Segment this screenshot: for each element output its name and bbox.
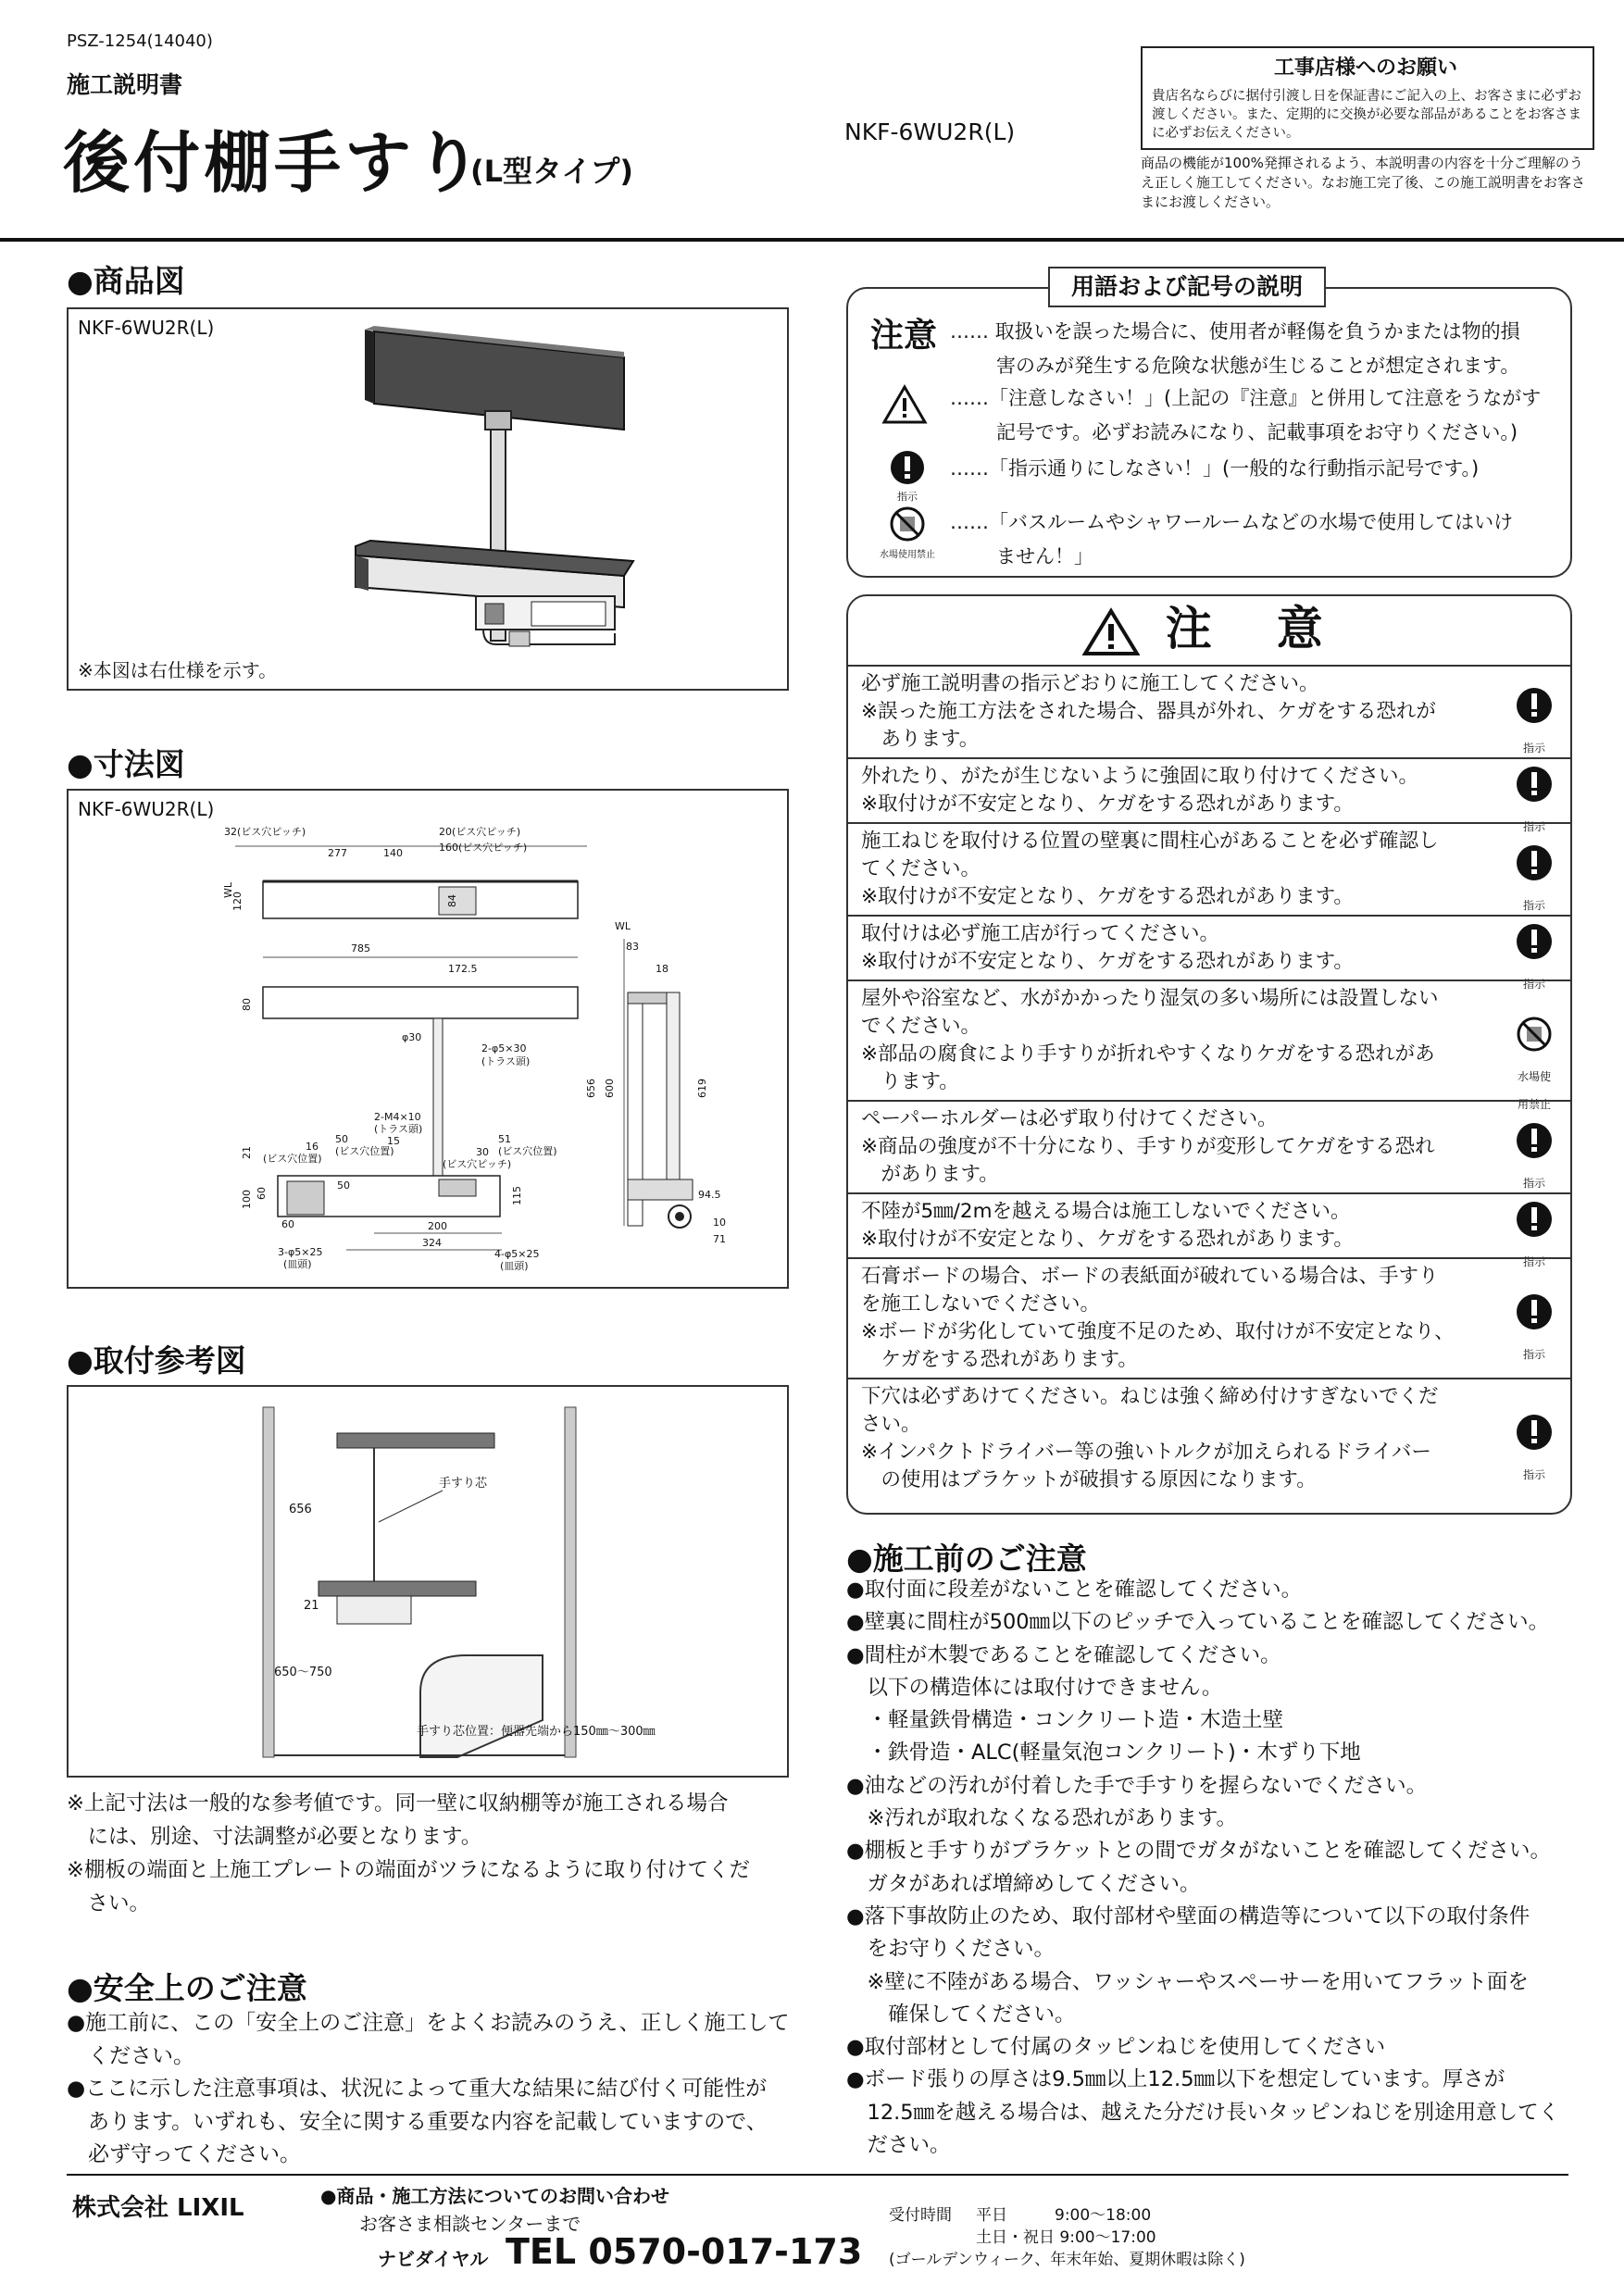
install-note: には、別途、寸法調整が必要となります。 bbox=[67, 1825, 482, 1849]
dim-label: WL bbox=[222, 881, 234, 898]
caution-text: あります。 bbox=[861, 728, 980, 751]
safety-line: ください。 bbox=[67, 2043, 194, 2068]
instruction-icon bbox=[1513, 1293, 1555, 1368]
dim-label: 115 bbox=[511, 1186, 523, 1205]
caution-box bbox=[846, 594, 1572, 1515]
hours-label: 受付時間 bbox=[889, 2206, 952, 2225]
icon-caption: 指示 bbox=[1522, 1468, 1545, 1481]
caution-text: 屋外や浴室など、水がかかったり湿気の多い場所には設置しない bbox=[861, 987, 1439, 1010]
dim-label: 50 bbox=[335, 1133, 348, 1145]
before-install-line: 以下の構造体には取付けできません。 bbox=[846, 1675, 1223, 1700]
term-text: ……「注意しなさい！」(上記の『注意』と併用して注意をうながす bbox=[950, 387, 1542, 409]
before-install-line: ガタがあれば増締めしてください。 bbox=[846, 1871, 1201, 1896]
before-install-list bbox=[846, 1574, 1578, 2162]
dim-label: 324 bbox=[422, 1237, 442, 1249]
caution-item bbox=[848, 665, 1570, 757]
instruction-icon bbox=[1513, 687, 1555, 762]
caution-item bbox=[848, 1100, 1570, 1192]
caution-text: 外れたり、がたが生じないように強固に取り付けてください。 bbox=[861, 765, 1419, 788]
dim-label: 16 bbox=[306, 1141, 319, 1153]
dimension-figure-heading: ●寸法図 bbox=[67, 746, 185, 782]
model-number: NKF-6WU2R(L) bbox=[844, 119, 1016, 145]
hours-exceptions: (ゴールデンウィーク、年末年始、夏期休暇は除く) bbox=[889, 2251, 1245, 2269]
instruction-icon bbox=[887, 450, 928, 504]
instruction-icon bbox=[1513, 1122, 1555, 1197]
caution-text: の使用はブラケットが破損する原因になります。 bbox=[861, 1468, 1317, 1491]
caution-item bbox=[848, 1257, 1570, 1378]
icon-caption: 水場使用禁止 bbox=[1517, 1070, 1551, 1111]
document-type: 施工説明書 bbox=[67, 71, 183, 98]
dim-label: 60 bbox=[281, 1218, 294, 1230]
dim-label: 21 bbox=[241, 1146, 253, 1159]
before-install-line: ●取付部材として付属のタッピンねじを使用してください bbox=[846, 2035, 1386, 2060]
safety-line: ●ここに示した注意事項は、状況によって重大な結果に結び付く可能性が bbox=[67, 2077, 768, 2101]
safety-body bbox=[67, 2007, 798, 2172]
product-figure-model: NKF-6WU2R(L) bbox=[78, 317, 215, 339]
safety-heading: ●安全上のご注意 bbox=[67, 1970, 307, 2006]
term-text: 記号です。必ずお読みになり、記載事項をお守りください。) bbox=[996, 421, 1518, 443]
before-install-line: ●間柱が木製であることを確認してください。 bbox=[846, 1642, 1281, 1667]
dim-label: 277 bbox=[328, 847, 347, 859]
term-row bbox=[950, 381, 1561, 450]
hours-weekend: 土日・祝日 9:00〜17:00 bbox=[976, 2228, 1156, 2247]
dim-label: 4-φ5×25 bbox=[494, 1248, 540, 1260]
dim-label: 71 bbox=[713, 1233, 726, 1245]
before-install-line: ●棚板と手すりがブラケットとの間でガタがないことを確認してください。 bbox=[846, 1839, 1552, 1864]
icon-caption: 水場使用禁止 bbox=[880, 550, 935, 560]
no-wet-area-icon bbox=[878, 505, 937, 560]
dim-label: 50 bbox=[337, 1179, 350, 1192]
dim-label: 160(ビス穴ピッチ) bbox=[439, 842, 528, 854]
dim-label: 94.5 bbox=[698, 1189, 721, 1201]
dim-label: 51 bbox=[498, 1133, 511, 1145]
warning-triangle-icon bbox=[881, 383, 928, 426]
caution-text: でください。 bbox=[861, 1015, 981, 1038]
icon-caption: 指示 bbox=[897, 491, 918, 503]
request-box-title: 工事店様へのお願い bbox=[1273, 56, 1457, 80]
dim-label: 200 bbox=[428, 1220, 447, 1232]
caution-text: 下穴は必ずあけてください。ねじは強く締め付けすぎないでくだ bbox=[861, 1385, 1439, 1408]
warning-triangle-icon bbox=[1082, 607, 1140, 657]
dim-label: 172.5 bbox=[448, 963, 478, 975]
company-name: 株式会社 LIXIL bbox=[72, 2194, 244, 2222]
dim-label: 84 bbox=[446, 894, 458, 907]
dimension-figure-model: NKF-6WU2R(L) bbox=[78, 798, 215, 820]
before-install-line: ※壁に不陸がある場合、ワッシャーやスペーサーを用いてフラット面を bbox=[846, 1969, 1529, 1994]
dimension-figure-panel bbox=[67, 789, 789, 1289]
term-text: …… 取扱いを誤った場合に、使用者が軽傷を負うかまたは物的損 bbox=[950, 320, 1520, 343]
caution-item bbox=[848, 915, 1570, 991]
header-divider bbox=[0, 238, 1624, 242]
request-box-body: 貴店名ならびに据付引渡し日を保証書にご記入の上、お客さまに必ずお渡しください。また、定期的に交換が必要な部品があることをお客さまに必ずお伝えください。 bbox=[1152, 89, 1581, 141]
caution-item bbox=[848, 1192, 1570, 1268]
before-install-line: 確保してください。 bbox=[846, 2002, 1076, 2027]
dim-label: 600 bbox=[604, 1079, 616, 1098]
before-install-line: ●落下事故防止のため、取付部材や壁面の構造等について以下の取付条件 bbox=[846, 1903, 1530, 1928]
install-note: ※上記寸法は一般的な参考値です。同一壁に収納棚等が施工される場合 bbox=[67, 1791, 729, 1816]
instruction-icon bbox=[1513, 844, 1555, 919]
dimension-drawing bbox=[69, 791, 787, 1287]
caution-text: ※取付けが不安定となり、ケガをする恐れがあります。 bbox=[861, 792, 1354, 816]
caution-text: を施工しないでください。 bbox=[861, 1292, 1101, 1316]
product-figure-heading: ●商品図 bbox=[67, 263, 185, 299]
dim-label: 785 bbox=[351, 942, 370, 955]
caution-text: ※取付けが不安定となり、ケガをする恐れがあります。 bbox=[861, 885, 1354, 908]
before-install-line: ●取付面に段差がないことを確認してください。 bbox=[846, 1578, 1303, 1602]
install-note: ※棚板の端面と上施工プレートの端面がツラになるように取り付けてくだ bbox=[67, 1858, 750, 1882]
install-notes bbox=[67, 1787, 798, 1920]
dim-label: 10 bbox=[713, 1217, 726, 1229]
caution-text: ケガをする恐れがあります。 bbox=[861, 1348, 1138, 1371]
dim-label: 80 bbox=[241, 998, 253, 1011]
icon-caption: 指示 bbox=[1522, 1348, 1545, 1361]
dim-label: (トラス頭) bbox=[481, 1055, 531, 1067]
safety-line: あります。いずれも、安全に関する重要な内容を記載していますので、 bbox=[67, 2109, 768, 2134]
term-text: ……「バスルームやシャワールームなどの水場で使用してはいけ bbox=[950, 511, 1514, 533]
install-reference-heading: ●取付参考図 bbox=[67, 1342, 246, 1379]
caution-text: があります。 bbox=[861, 1163, 999, 1186]
before-install-line: ※汚れが取れなくなる恐れがあります。 bbox=[846, 1806, 1238, 1831]
install-drawing bbox=[69, 1387, 787, 1776]
term-text: ……「指示通りにしなさい！」(一般的な行動指示記号です。) bbox=[950, 457, 1480, 480]
dim-label: 3-φ5×25 bbox=[278, 1246, 323, 1258]
before-install-line: 12.5㎜を越える場合は、越えた分だけ長いタッピンねじを別途用意してく bbox=[846, 2100, 1560, 2125]
dim-label: 120 bbox=[231, 892, 244, 911]
term-text: ません！」 bbox=[996, 545, 1093, 568]
icon-caption: 指示 bbox=[1522, 978, 1545, 991]
before-install-line: をお守りください。 bbox=[846, 1937, 1056, 1962]
contact-title: ●商品・施工方法についてのお問い合わせ bbox=[320, 2185, 670, 2207]
install-label: 21 bbox=[304, 1599, 319, 1613]
before-install-line: ・鉄骨造・ALC(軽量気泡コンクリート)・木ずり下地 bbox=[846, 1741, 1361, 1766]
dim-label: 619 bbox=[696, 1079, 708, 1098]
dim-label: 83 bbox=[626, 941, 639, 953]
dim-label: WL bbox=[615, 920, 631, 932]
phone-number: TEL 0570-017-173 bbox=[506, 2231, 863, 2272]
instruction-icon bbox=[1513, 1414, 1555, 1489]
icon-caption: 指示 bbox=[1522, 742, 1545, 755]
caution-text: ※取付けが不安定となり、ケガをする恐れがあります。 bbox=[861, 1228, 1354, 1251]
caution-text: 必ず施工説明書の指示どおりに施工してください。 bbox=[861, 672, 1319, 695]
dim-label: (ビス穴位置) bbox=[263, 1153, 322, 1165]
dim-label: 100 bbox=[241, 1190, 253, 1209]
caution-item bbox=[848, 980, 1570, 1111]
before-install-line: ●ボード張りの厚さは9.5㎜以上12.5㎜以下を想定しています。厚さが bbox=[846, 2067, 1505, 2092]
contact-center: お客さま相談センターまで bbox=[359, 2213, 581, 2235]
icon-caption: 指示 bbox=[1522, 820, 1545, 833]
dim-label: 30 bbox=[476, 1146, 489, 1158]
caution-text: さい。 bbox=[861, 1413, 921, 1436]
caution-text: 不陸が5㎜/2mを越える場合は施工しないでください。 bbox=[861, 1200, 1351, 1223]
dim-label: (ビス穴位置) bbox=[335, 1145, 394, 1157]
caution-text: ※ボードが劣化していて強度不足のため、取付けが不安定となり、 bbox=[861, 1320, 1455, 1343]
icon-caption: 指示 bbox=[1522, 1255, 1545, 1268]
chui-label: 注意 bbox=[870, 317, 938, 355]
install-label: 手すり芯 bbox=[439, 1477, 488, 1491]
hours-weekday: 平日 9:00〜18:00 bbox=[976, 2206, 1152, 2225]
caution-text: てください。 bbox=[861, 857, 981, 880]
term-text: 害のみが発生する危険な状態が生じることが想定されます。 bbox=[996, 355, 1520, 377]
dim-label: 656 bbox=[585, 1079, 597, 1098]
before-install-line: ●壁裏に間柱が500㎜以下のピッチで入っていることを確認してください。 bbox=[846, 1610, 1550, 1635]
caution-item bbox=[848, 757, 1570, 833]
caution-text: ペーパーホルダーは必ず取り付けてください。 bbox=[861, 1107, 1278, 1130]
dim-label: 140 bbox=[383, 847, 403, 859]
navi-dial-label: ナビダイヤル bbox=[378, 2248, 489, 2270]
term-row bbox=[950, 315, 1561, 383]
caution-text: ※誤った施工方法をされた場合、器具が外れ、ケガをする恐れが bbox=[861, 700, 1436, 723]
install-note: さい。 bbox=[67, 1891, 151, 1915]
before-install-line: ●油などの汚れが付着した手で手すりを握らないでください。 bbox=[846, 1773, 1428, 1798]
caution-item bbox=[848, 1378, 1570, 1498]
dim-label: 15 bbox=[387, 1135, 400, 1147]
caution-text: ※部品の腐食により手すりが折れやすくなりケガをする恐れがあ bbox=[861, 1042, 1435, 1066]
safety-line: ●施工前に、この「安全上のご注意」をよくお読みのうえ、正しく施工して bbox=[67, 2011, 790, 2035]
install-reference-panel bbox=[67, 1385, 789, 1778]
term-row bbox=[950, 452, 1561, 486]
dim-label: 18 bbox=[656, 963, 668, 975]
before-install-line: ・軽量鉄骨構造・コンクリート造・木造土壁 bbox=[846, 1708, 1284, 1733]
caution-text: ります。 bbox=[861, 1070, 959, 1093]
caution-item bbox=[848, 822, 1570, 915]
dim-label: (ビス穴位置) bbox=[498, 1145, 557, 1157]
dim-label: φ30 bbox=[402, 1031, 422, 1043]
terms-title: 用語および記号の説明 bbox=[1048, 267, 1326, 307]
caution-text: ※インパクトドライバー等の強いトルクが加えられるドライバー bbox=[861, 1441, 1431, 1464]
dim-label: 32(ビス穴ピッチ) bbox=[224, 826, 306, 838]
dim-label: (皿頭) bbox=[283, 1258, 312, 1270]
install-label: 656 bbox=[289, 1503, 312, 1516]
caution-text: ※取付けが不安定となり、ケガをする恐れがあります。 bbox=[861, 950, 1354, 973]
dim-label: (ビス穴ピッチ) bbox=[443, 1158, 512, 1170]
product-figure-panel bbox=[67, 307, 789, 691]
footer-divider bbox=[67, 2174, 1568, 2176]
install-label: 手すり芯位置：便器先端から150㎜〜300㎜ bbox=[417, 1725, 656, 1739]
document-code: PSZ-1254(14040) bbox=[67, 31, 213, 51]
dim-label: 2-M4×10 bbox=[374, 1111, 421, 1123]
product-illustration bbox=[254, 318, 661, 670]
dim-label: 2-φ5×30 bbox=[481, 1042, 527, 1054]
term-row bbox=[950, 505, 1561, 574]
dim-label: 60 bbox=[256, 1187, 268, 1200]
request-box-footer: 商品の機能が100%発揮されるよう、本説明書の内容を十分ご理解のうえ正しく施工してください。なお施工完了後、この施工説明書をお客さまにお渡しください。 bbox=[1141, 155, 1586, 210]
caution-text: ※商品の強度が不十分になり、手すりが変形してケガをする恐れ bbox=[861, 1135, 1435, 1158]
product-figure-note: ※本図は右仕様を示す。 bbox=[78, 659, 278, 681]
dim-label: 20(ビス穴ピッチ) bbox=[439, 826, 521, 838]
caution-text: 施工ねじを取付ける位置の壁裏に間柱心があることを必ず確認し bbox=[861, 830, 1439, 853]
before-install-line: ださい。 bbox=[846, 2133, 951, 2158]
before-install-heading: ●施工前のご注意 bbox=[846, 1541, 1087, 1577]
caution-text: 石膏ボードの場合、ボードの表紙面が破れている場合は、手すり bbox=[861, 1265, 1439, 1288]
page-subtitle: (L型タイプ) bbox=[470, 154, 634, 189]
safety-line: 必ず守ってください。 bbox=[67, 2142, 301, 2166]
caution-title: 注 意 bbox=[1165, 602, 1332, 655]
install-label: 650〜750 bbox=[274, 1666, 332, 1679]
caution-text: 取付けは必ず施工店が行ってください。 bbox=[861, 922, 1220, 945]
icon-caption: 指示 bbox=[1522, 1177, 1545, 1190]
caution-heading bbox=[846, 594, 1568, 663]
dim-label: (トラス頭) bbox=[374, 1123, 423, 1135]
page-title: 後付棚手すり bbox=[63, 124, 486, 202]
icon-caption: 指示 bbox=[1522, 899, 1545, 912]
dim-label: (皿頭) bbox=[500, 1260, 529, 1272]
